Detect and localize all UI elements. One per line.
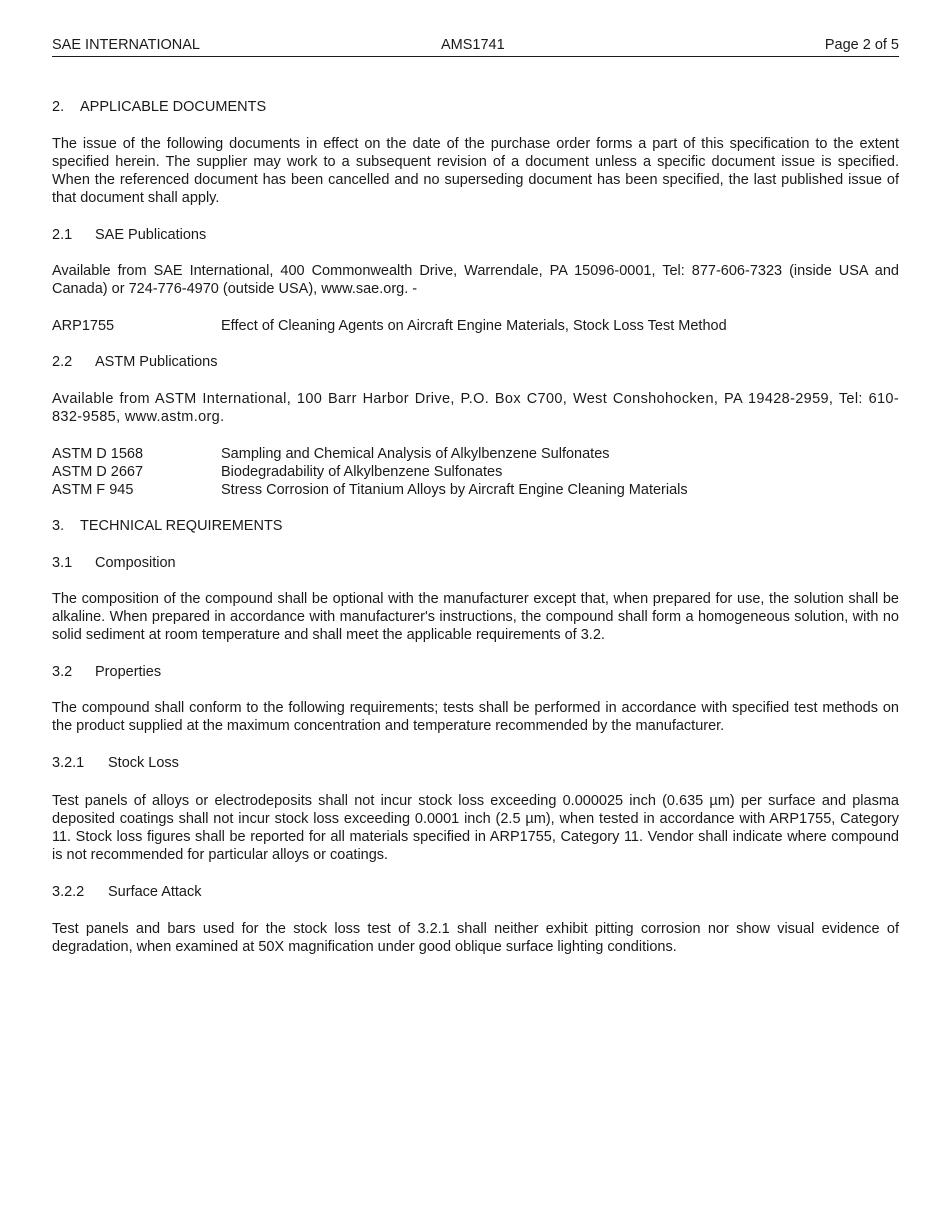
section-number: 2.1 (52, 227, 73, 243)
reference-code: ASTM F 945 (52, 482, 134, 498)
page-header (52, 36, 899, 57)
section-number: 2. (52, 99, 65, 115)
section-3-heading (52, 517, 899, 535)
section-3-1-paragraph: The composition of the compound shall be optional with the manufacturer except that, when prepared for use, the solution shall be alkaline. When prepared in accordance with manufacturer's instructions, the compound shall form a homogeneous solution, with no solid sediment at room temperature and shall meet the applicable requirements of 3.2. (52, 591, 899, 643)
section-title: Properties (95, 664, 162, 680)
header-organization: SAE INTERNATIONAL (52, 37, 200, 53)
section-number: 2.2 (52, 354, 73, 370)
section-title: Surface Attack (108, 884, 202, 900)
reference-code: ARP1755 (52, 318, 115, 334)
section-2-1-paragraph: Available from SAE International, 400 Commonwealth Drive, Warrendale, PA 15096-0001, Tel: 877-606-7323 (inside USA and Canada) or 724-776-4970 (outside USA), www.sae.org. - (52, 263, 899, 297)
section-number: 3. (52, 518, 65, 534)
section-title: Stock Loss (108, 755, 179, 771)
section-3-2-2-heading (52, 883, 899, 901)
header-document-number: AMS1741 (441, 37, 505, 53)
reference-code: ASTM D 2667 (52, 464, 144, 480)
section-2-2-heading (52, 353, 899, 371)
reference-title: Effect of Cleaning Agents on Aircraft Engine Materials, Stock Loss Test Method (221, 318, 727, 334)
section-number: 3.2.1 (52, 755, 85, 771)
section-3-2-1-paragraph: Test panels of alloys or electrodeposits shall not incur stock loss exceeding 0.000025 inch (0.635 µm) per surface and plasma deposited coatings shall not incur stock loss exceeding 0.0001 inch (2.5 µm), when tested in accordance with ARP1755, Category 11. Stock loss figures shall be reported for all materials specified in ARP1755, Category 11. Vendor shall indicate where compound is not recommended for particular alloys or coatings. (52, 793, 899, 863)
header-page-number: Page 2 of 5 (824, 37, 899, 53)
section-number: 3.1 (52, 555, 73, 571)
section-title: TECHNICAL REQUIREMENTS (80, 518, 283, 534)
section-3-1-heading (52, 554, 899, 572)
reference-title: Biodegradability of Alkylbenzene Sulfonates (221, 464, 503, 480)
section-3-2-heading (52, 663, 899, 681)
section-title: SAE Publications (95, 227, 207, 243)
section-2-1-heading (52, 226, 899, 244)
reference-code: ASTM D 1568 (52, 446, 144, 462)
section-2-2-paragraph: Available from ASTM International, 100 Barr Harbor Drive, P.O. Box C700, West Conshohocken, PA 19428-2959, Tel: 610-832-9585, www.astm.org. (52, 391, 899, 425)
section-2-heading (52, 98, 899, 116)
section-title: Composition (95, 555, 176, 571)
section-3-2-1-heading (52, 754, 899, 772)
section-3-2-paragraph: The compound shall conform to the following requirements; tests shall be performed in accordance with specified test methods on the product supplied at the maximum concentration and temperature recommended by the manufacturer. (52, 700, 899, 734)
reference-title: Stress Corrosion of Titanium Alloys by Aircraft Engine Cleaning Materials (221, 482, 688, 498)
section-2-intro-paragraph: The issue of the following documents in effect on the date of the purchase order forms a part of this specification to the extent specified herein. The supplier may work to a subsequent revision of a document unless a specific document issue is specified. When the referenced document has been cancelled and no superseding document has been specified, the last published issue of that document shall apply. (52, 136, 899, 206)
section-number: 3.2 (52, 664, 73, 680)
reference-title: Sampling and Chemical Analysis of Alkylbenzene Sulfonates (221, 446, 610, 462)
section-number: 3.2.2 (52, 884, 85, 900)
section-title: ASTM Publications (95, 354, 218, 370)
section-title: APPLICABLE DOCUMENTS (80, 99, 267, 115)
section-3-2-2-paragraph: Test panels and bars used for the stock loss test of 3.2.1 shall neither exhibit pitting corrosion nor show visual evidence of degradation, when examined at 50X magnification under good oblique surface lighting conditions. (52, 921, 899, 955)
